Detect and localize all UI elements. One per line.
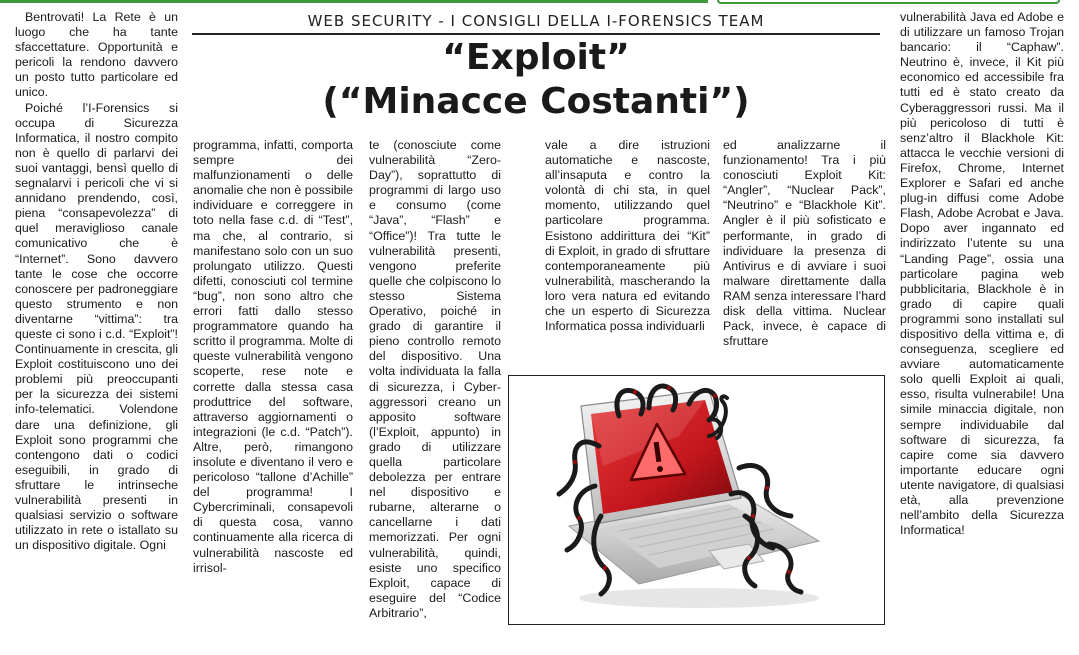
article-column-1 — [15, 10, 178, 553]
article-column-2 — [193, 138, 353, 576]
section-kicker: WEB SECURITY - I CONSIGLI DELLA I-FORENSICS TEAM — [307, 12, 765, 30]
top-rule — [0, 0, 708, 3]
column-paragraph: vulnerabilità Java ed Adobe e di utilizzare un famoso Trojan bancario: il “Caphaw”. Neutrino è, invece, il Kit più economico ed accessibile fra tutti ed è stato creato da Cyberaggressori russi. Ma il più pericoloso di tutti è senz’altro il Blackhole Kit: attacca le vecchie versioni di Firefox, Chrome, Internet Explorer e Safari ed anche plug-in diffusi come Adobe Flash, Adobe Acrobat e Java. Dopo aver ingannato ed indirizzato l’utente su una “Landing Page”, ossia una particolare pagina web pubblicitaria, Blackhole è in grado di capire quali programmi sono installati sul dispositivo della vittima e, di conseguenza, scegliere ed avviare automaticamente solo quelli Exploit ai quali, esso, risulta vulnerabile! Una simile minaccia digitale, non sempre individuabile dal software di sicurezza, fa capire come sia davvero importante educare ogni utente navigatore, di qualsiasi età, alla prevenzione nell’ambito della Sicurezza Informatica! — [900, 10, 1064, 538]
article-column-5 — [723, 138, 886, 349]
column-paragraph: Poiché l’I-Forensics si occupa di Sicurezza Informatica, il nostro compito non è quello di parlarvi dei suoi vantaggi, bensì quello di segnalarvi i pericoli che vi si annidano prendendo, così, piena “consapevolezza” di quel meraviglioso canale comunicativo che è “Internet”. Sono davvero tante le cose che occorre conoscere per padroneggiare questo strumento e non diventarne “vittima”: tra queste ci sono i c.d. “Exploit”! Continuamente in crescita, gli Exploit costituiscono uno dei problemi più preoccupanti per la sicurezza dei sistemi info-telematici. Volendone dare una definizione, gli Exploit sono programmi che contengono dati o codici eseguibili, in grado di sfruttare le intrinseche vulnerabilità presenti in qualsiasi servizio o software utilizzato in rete o istallato su un dispositivo digitale. Ogni — [15, 100, 178, 553]
article-column-6 — [900, 10, 1064, 538]
top-right-frame — [717, 0, 1060, 4]
column-paragraph: programma, infatti, comporta sempre dei malfunzionamenti o delle anomalie che non è possibile individuare e correggere in toto nella fase c.d. di “Test”, ma che, al contrario, si manifestano solo con un suo prolungato utilizzo. Questi difetti, conosciuti col termine “bug”, non sono altro che errori fatti dallo stesso programmatore quando ha scritto il programma. Molte di queste vulnerabilità vengono scoperte, rese note e corrette dalla stessa casa produttrice del software, attraverso aggiornamenti o integrazioni (le c.d. “Patch”). Altre, però, rimangono insolute e diventano il vero e pericoloso “tallone d’Achille” del programma! I Cybercriminali, consapevoli di questa cosa, vanno continuamente alla ricerca di vulnerabilità nascoste ed irrisol- — [193, 138, 353, 575]
article-illustration — [508, 375, 885, 625]
article-column-4 — [545, 138, 710, 334]
kicker-underline — [192, 33, 880, 35]
column-paragraph: te (conosciute come vulnerabilità “Zero-Day”), soprattutto di programmi di largo uso e consumo (come “Java”, “Flash” e “Office”)! Tra tutte le vulnerabilità presenti, vengono preferite quelle che colpiscono lo stesso Sistema Operativo, poiché in grado di garantire il pieno controllo remoto del dispositivo. Una volta individuata la falla di sicurezza, i Cyber-aggressori creano un apposito software (l’Exploit, appunto) in grado di utilizzare quella particolare debolezza per entrare nel dispositivo e rubarne, alterarne o cancellarne i dati memorizzati. Per ogni vulnerabilità, quindi, esiste uno specifico Exploit, capace di eseguire del “Codice Arbitrario”, — [369, 138, 501, 620]
column-paragraph: ed analizzarne il funzionamento! Tra i più conosciuti Exploit Kit: “Angler”, “Nuclear Pack”, “Neutrino” e “Blackhole Kit”. Angler è il più sofisticato e performante, in grado di individuare la presenza di Antivirus e di avviare i suoi malware direttamente dalla RAM senza interessare l’hard disk della vittima. Nuclear Pack, invece, è capace di sfruttare — [723, 138, 886, 349]
spider-laptop-icon — [509, 376, 884, 624]
column-paragraph: Bentrovati! La Rete è un luogo che ha tante sfaccettature. Opportunità e pericoli la rendono davvero un posto tutto particolare ed unico. — [15, 10, 178, 100]
article-column-3 — [369, 138, 501, 621]
column-paragraph: vale a dire istruzioni automatiche e nascoste, all’insaputa e contro la volontà di chi sta, in quel momento, utilizzando quel particolare programma. Esistono addirittura dei “Kit” di Exploit, in grado di sfruttare contemporaneamente più vulnerabilità, mascherando la loro vera natura ed evitando che un esperto di Sicurezza Informatica possa individuarli — [545, 138, 710, 334]
headline-line-2: (“Minacce Costanti”) — [322, 81, 750, 122]
headline-line-1: “Exploit” — [442, 37, 630, 78]
